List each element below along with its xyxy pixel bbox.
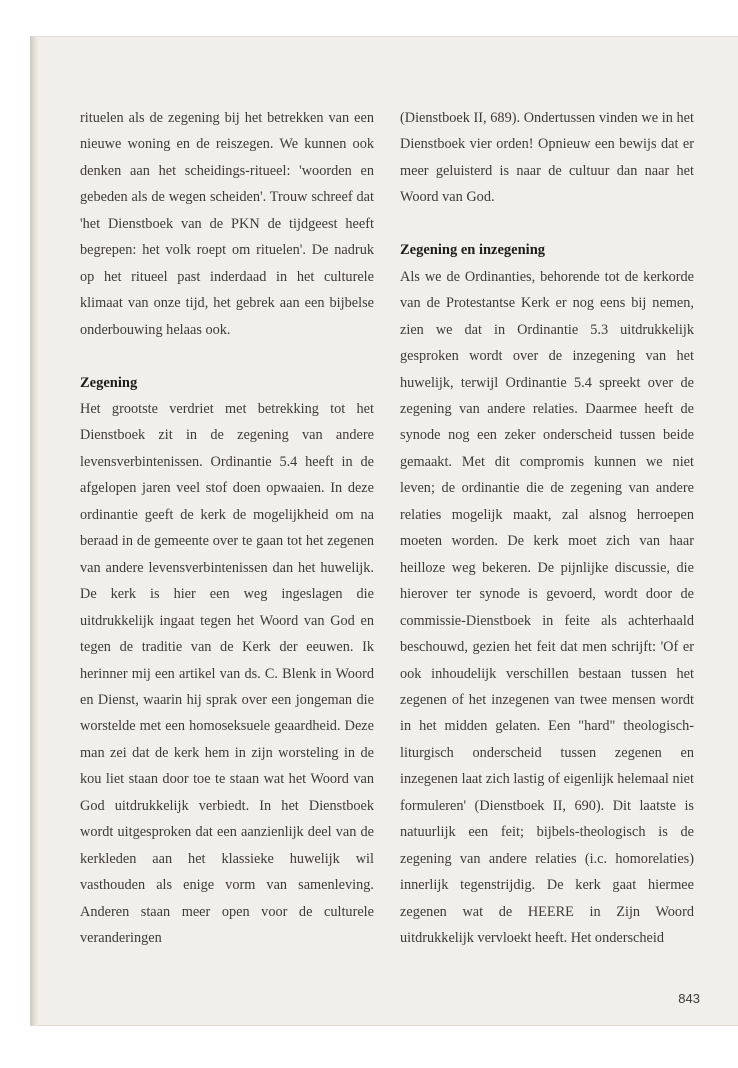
left-paragraph-2: Het grootste verdriet met betrekking tot het Dienstboek zit in de zegening van andere levensverbintenissen. Ordinantie 5.4 heeft in de afgelopen jaren veel stof doen opwaaien. In deze ordinantie geeft de kerk de mogelijkheid om na beraad in de gemeente over te gaan tot het zegenen van andere levensverbintenissen dan het huwelijk. De kerk is hier een weg ingeslagen die uitdrukkelijk ingaat tegen het Woord van God en tegen de traditie van de Kerk der eeuwen. Ik herinner mij een artikel van ds. C. Blenk in Woord en Dienst, waarin hij sprak over een jongeman die worstelde met een homoseksuele geaardheid. Deze man zei dat de kerk hem in zijn worsteling in de kou liet staan door toe te staan wat het Woord van God uitdrukkelijk verbiedt. In het Dienstboek wordt uitgesproken dat een aanzienlijk deel van de kerkleden aan het klassieke huwelijk wil vasthouden als enige vorm van samenleving. Anderen staan meer open voor de culturele veranderingen xyxy=(80,400,374,947)
page-spine-shadow xyxy=(30,36,38,1026)
right-column xyxy=(400,105,694,951)
right-paragraph-2: Als we de Ordinanties, behorende tot de kerkorde van de Protestantse Kerk er nog eens bij nemen, zien we dat in Ordinantie 5.3 uitdrukkelijk gesproken wordt over de inzegening van het huwelijk, terwijl Ordinantie 5.4 spreekt over de zegening van andere relaties. Daarmee heeft de synode nog een zeker onderscheid tussen beide gemaakt. Met dit compromis kunnen we niet leven; de ordinantie die de zegening van andere relaties mogelijk maakt, zal alsnog herroepen moeten worden. De kerk moet zich van haar heilloze weg bekeren. De pijnlijke discussie, die hierover ter synode is gevoerd, wordt door de commissie-Dienstboek in feite als achterhaald beschouwd, gezien het feit dat men schrijft: 'Of er ook inhoudelijk verschillen bestaan tussen het zegenen of het inzegenen van twee mensen wordt in het midden gelaten. Een "hard" theologisch-liturgisch onderscheid tussen zegenen en inzegenen laat zich lastig of eigenlijk helemaal niet formuleren' (Dienstboek II, 690). Dit laatste is natuurlijk een feit; bijbels-theologisch is de zegening van andere relaties (i.c. homorelaties) innerlijk tegenstrijdig. De kerk gaat hiermee zegenen wat de HEERE in Zijn Woord uitdrukkelijk vervloekt heeft. Het onderscheid xyxy=(400,268,694,947)
left-column xyxy=(80,105,374,951)
left-paragraph-1: rituelen als de zegening bij het betrekken van een nieuwe woning en de reiszegen. We kunnen ook denken aan het scheidings-ritueel: 'woorden en gebeden als de wegen scheiden'. Trouw schreef dat 'het Dienstboek van de PKN de tijdgeest heeft begrepen: het volk roept om rituelen'. De nadruk op het ritueel past inderdaad in het culturele klimaat van onze tijd, het gebrek aan een bijbelse onderbouwing helaas ook. xyxy=(80,110,374,338)
right-paragraph-1: (Dienstboek II, 689). Ondertussen vinden we in het Dienstboek vier orden! Opnieuw een bewijs dat er meer geluisterd is naar de cultuur dan naar het Woord van God. xyxy=(400,110,694,206)
heading-zegening-en-inzegening: Zegening en inzegening xyxy=(400,242,546,259)
page-number: 843 xyxy=(678,991,700,1006)
heading-zegening: Zegening xyxy=(80,374,138,391)
